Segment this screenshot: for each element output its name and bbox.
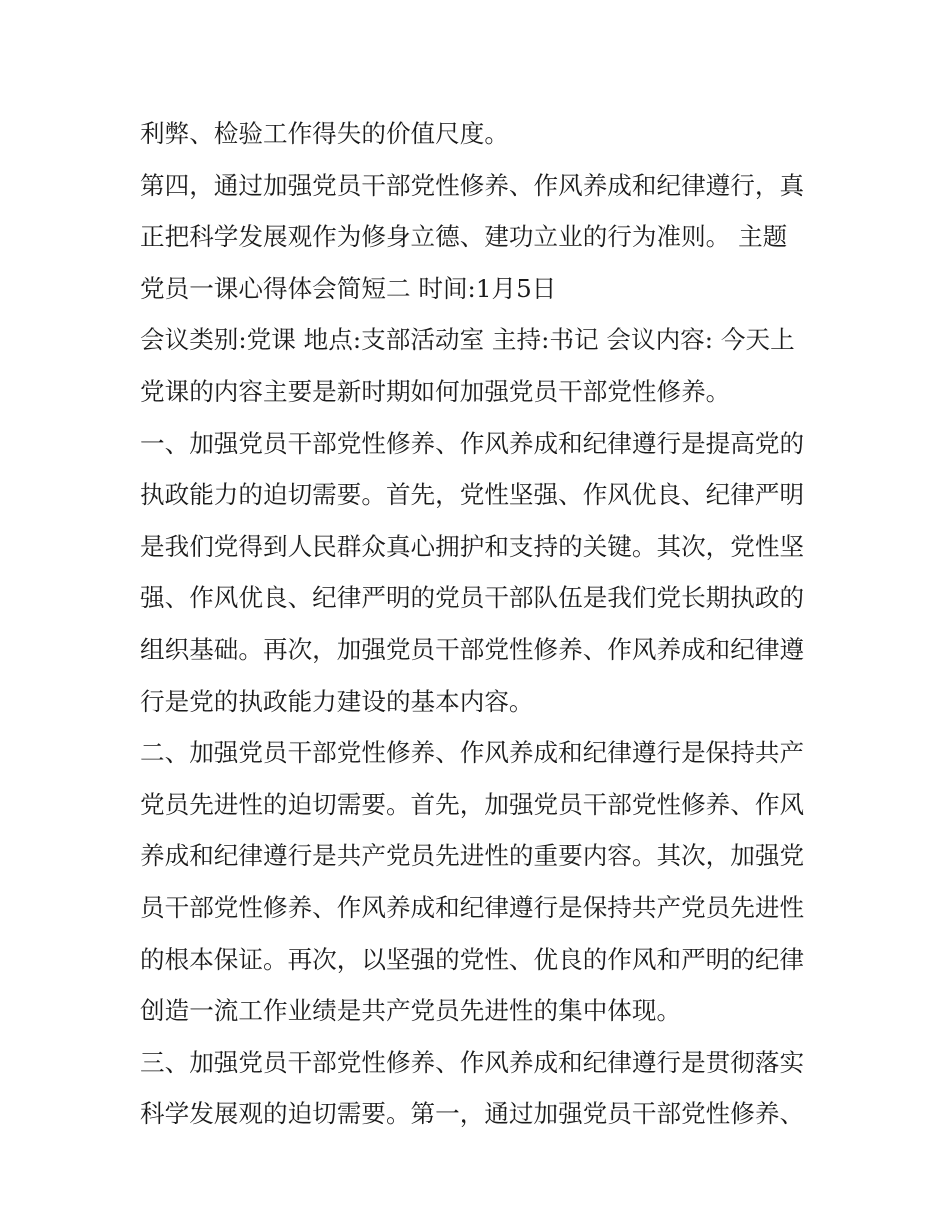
text-line: 组织基础。再次，加强党员干部党性修养、作风养成和纪律遵 bbox=[140, 634, 805, 664]
text-line: 是我们党得到人民群众真心拥护和支持的关键。其次，党性坚 bbox=[140, 531, 805, 561]
text-line: 党员先进性的迫切需要。首先，加强党员干部党性修养、作风 bbox=[140, 789, 805, 819]
text-line: 会议类别:党课 地点:支部活动室 主持:书记 会议内容: 今天上 bbox=[140, 325, 795, 355]
text-line: 科学发展观的迫切需要。第一，通过加强党员干部党性修养、 bbox=[140, 1099, 805, 1129]
text-line: 的根本保证。再次，以坚强的党性、优良的作风和严明的纪律 bbox=[140, 944, 805, 974]
text-line: 第四，通过加强党员干部党性修养、作风养成和纪律遵行，真 bbox=[140, 170, 805, 200]
text-line: 强、作风优良、纪律严明的党员干部队伍是我们党长期执政的 bbox=[140, 583, 805, 613]
text-line: 三、加强党员干部党性修养、作风养成和纪律遵行是贯彻落实 bbox=[140, 1047, 805, 1077]
text-line: 二、加强党员干部党性修养、作风养成和纪律遵行是保持共产 bbox=[140, 738, 805, 768]
text-line: 正把科学发展观作为修身立德、建功立业的行为准则。 主题 bbox=[140, 222, 788, 252]
text-line: 党课的内容主要是新时期如何加强党员干部党性修养。 bbox=[140, 376, 731, 406]
body-text bbox=[140, 108, 820, 1140]
text-line: 党员一课心得体会简短二 时间:1月5日 bbox=[140, 273, 557, 303]
text-line: 一、加强党员干部党性修养、作风养成和纪律遵行是提高党的 bbox=[140, 428, 805, 458]
text-line: 利弊、检验工作得失的价值尺度。 bbox=[140, 119, 509, 148]
text-line: 养成和纪律遵行是共产党员先进性的重要内容。其次，加强党 bbox=[140, 841, 805, 871]
text-line: 员干部党性修养、作风养成和纪律遵行是保持共产党员先进性 bbox=[140, 892, 805, 922]
text-line: 创造一流工作业绩是共产党员先进性的集中体现。 bbox=[140, 996, 682, 1026]
text-line: 执政能力的迫切需要。首先，党性坚强、作风优良、纪律严明 bbox=[140, 480, 805, 510]
text-line: 行是党的执政能力建设的基本内容。 bbox=[140, 686, 534, 716]
